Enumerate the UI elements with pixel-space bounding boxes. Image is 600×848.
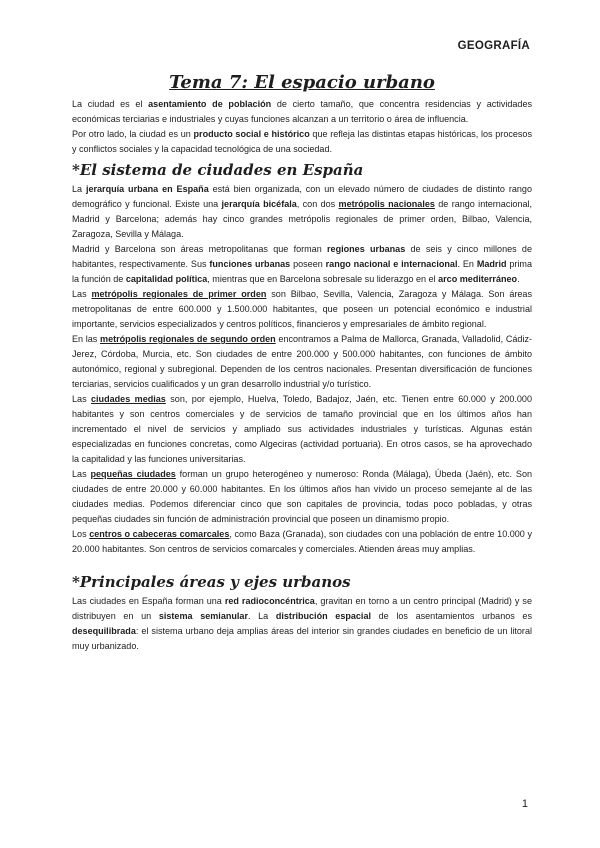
text-run: , mientras que en Barcelona sobresale su liderazgo en el	[207, 274, 439, 284]
underlined-term: metrópolis regionales de segundo orden	[100, 334, 276, 344]
bold-term: red radioconcéntrica	[224, 596, 315, 606]
text-run: prima la función de	[72, 259, 532, 284]
section-sistema-ciudades	[72, 161, 532, 557]
text-run: Madrid y Barcelona son áreas metropolitanas que forman	[72, 244, 328, 254]
text-run: son, por ejemplo, Huelva, Toledo, Badajoz, Jaén, etc. Tienen entre 60.000 y 200.000 habitantes y son centros comerciales y de servicios de tamaño provincial que en los últimos años han incrementado el nivel de servicios y ampliado sus actividades industriales y turísticas. Algunas están especializadas en funciones concretas, como Algeciras (actividad portuaria). En otros casos, se ha aprovechado la capitalidad y las funciones universitarias.	[72, 394, 532, 464]
text-run: de cierto tamaño, que concentra residencias y actividades económicas terciarias e industriales y cuyas funciones alcanzan a un territorio o área de influencia.	[72, 99, 533, 124]
bold-term: jerarquía urbana en España	[85, 184, 209, 194]
section-body	[72, 594, 532, 654]
paragraph	[72, 97, 532, 127]
text-run: de rango internacional, Madrid y Barcelona; además hay cinco grandes metrópolis regionales de primer orden, Bilbao, Valencia, Zaragoza, Sevilla y Málaga.	[72, 199, 532, 239]
text-run: La ciudad es el	[72, 99, 149, 109]
bold-term: rango nacional e internacional	[325, 259, 458, 269]
text-run: de los asentamientos urbanos es	[371, 611, 532, 621]
text-run: , con dos	[296, 199, 339, 209]
text-run: Los	[72, 529, 90, 539]
underlined-term: centros o cabeceras comarcales	[89, 529, 230, 539]
bold-term: capitalidad política	[125, 274, 208, 284]
text-run: .	[517, 274, 520, 284]
text-run: poseen	[290, 259, 326, 269]
text-run: : el sistema urbano deja amplias áreas del interior sin grandes ciudades en beneficio de un litoral muy urbanizado.	[72, 626, 532, 651]
paragraph	[72, 467, 532, 527]
section-areas-ejes	[72, 573, 532, 654]
underlined-term: metrópolis regionales de primer orden	[91, 289, 267, 299]
bold-term: Madrid	[476, 259, 507, 269]
text-run: está bien organizada, con un elevado número de ciudades de distinto rango demográfico y funcional. Existe una	[72, 184, 532, 209]
section-body	[72, 97, 532, 157]
paragraph	[72, 287, 532, 332]
underlined-term: pequeñas ciudades	[90, 469, 176, 479]
bold-term: sistema semianular	[158, 611, 248, 621]
paragraph	[72, 182, 532, 242]
bold-term: jerarquía bicéfala	[221, 199, 297, 209]
paragraph	[72, 527, 532, 557]
text-run: , gravitan en torno a un centro principal (Madrid) y se distribuyen en un	[72, 596, 532, 621]
text-run: Las	[72, 469, 91, 479]
text-run: . La	[247, 611, 276, 621]
text-run: Las ciudades en España forman una	[72, 596, 225, 606]
bold-term: arco mediterráneo	[438, 274, 518, 284]
page-title: Tema 7: El espacio urbano	[169, 72, 435, 93]
text-run: La	[72, 184, 86, 194]
section-body	[72, 182, 532, 557]
paragraph	[72, 127, 532, 157]
paragraph	[72, 594, 532, 654]
text-run: forman un grupo heterogéneo y numeroso: Ronda (Málaga), Úbeda (Jaén), etc. Son ciudades de entre 20.000 y 60.000 habitantes. En los últimos años han vivido un proceso semejante al de las ciudades medias. Podemos diferenciar cinco que son capitales de provincia, todas poco pobladas, y otras pequeñas ciudades sin función de administración provincial que poseen un dinamismo propio.	[72, 469, 533, 524]
page-number: 1	[521, 798, 528, 810]
text-run: encontramos a Palma de Mallorca, Granada, Valladolid, Cádiz-Jerez, Córdoba, Murcia, etc. Son ciudades de entre 200.000 y 500.000 habitantes, con funciones de ámbito autonómico, regional y subregional. Dependen de los centros nacionales. Presentan diversificación de funciones terciarias, servicios cualificados y un gran desarrollo industrial y/o turístico.	[72, 334, 532, 389]
bold-term: asentamiento de población	[148, 99, 272, 109]
bold-term: producto social e histórico	[193, 129, 310, 139]
paragraph	[72, 332, 532, 392]
text-run: de seis y cinco millones de habitantes, respectivamente. Sus	[72, 244, 533, 269]
bold-term: regiones urbanas	[327, 244, 406, 254]
text-run: Las	[72, 394, 92, 404]
text-run: , como Baza (Granada), son ciudades con una población de entre 10.000 y 20.000 habitantes. Son centros de servicios comarcales y comerciales. Atienden áreas muy amplias.	[72, 529, 532, 554]
page-content	[72, 72, 532, 654]
section-intro	[72, 97, 532, 157]
text-run: . En	[457, 259, 477, 269]
text-run: Por otro lado, la ciudad es un	[72, 129, 194, 139]
section-heading: *El sistema de ciudades en España	[72, 161, 364, 179]
document-header: GEOGRAFÍA	[457, 40, 530, 52]
bold-term: desequilibrada	[72, 626, 136, 636]
paragraph	[72, 392, 532, 467]
text-run: que refleja las distintas etapas históricas, los procesos y conflictos sociales y la capacidad tecnológica de una sociedad.	[72, 129, 532, 154]
text-run: Las	[72, 289, 92, 299]
text-run: En las	[72, 334, 101, 344]
bold-term: distribución espacial	[275, 611, 371, 621]
text-run: son Bilbao, Sevilla, Valencia, Zaragoza y Málaga. Son áreas metropolitanas de entre 600.000 y 1.500.000 habitantes, que poseen un potencial económico e industrial importante, servicios especializados y centros políticos, financieros y empresariales de ámbito regional.	[72, 289, 532, 329]
section-heading: *Principales áreas y ejes urbanos	[72, 573, 351, 591]
underlined-term: ciudades medias	[91, 394, 166, 404]
underlined-term: metrópolis nacionales	[338, 199, 435, 209]
bold-term: funciones urbanas	[209, 259, 291, 269]
paragraph	[72, 242, 532, 287]
